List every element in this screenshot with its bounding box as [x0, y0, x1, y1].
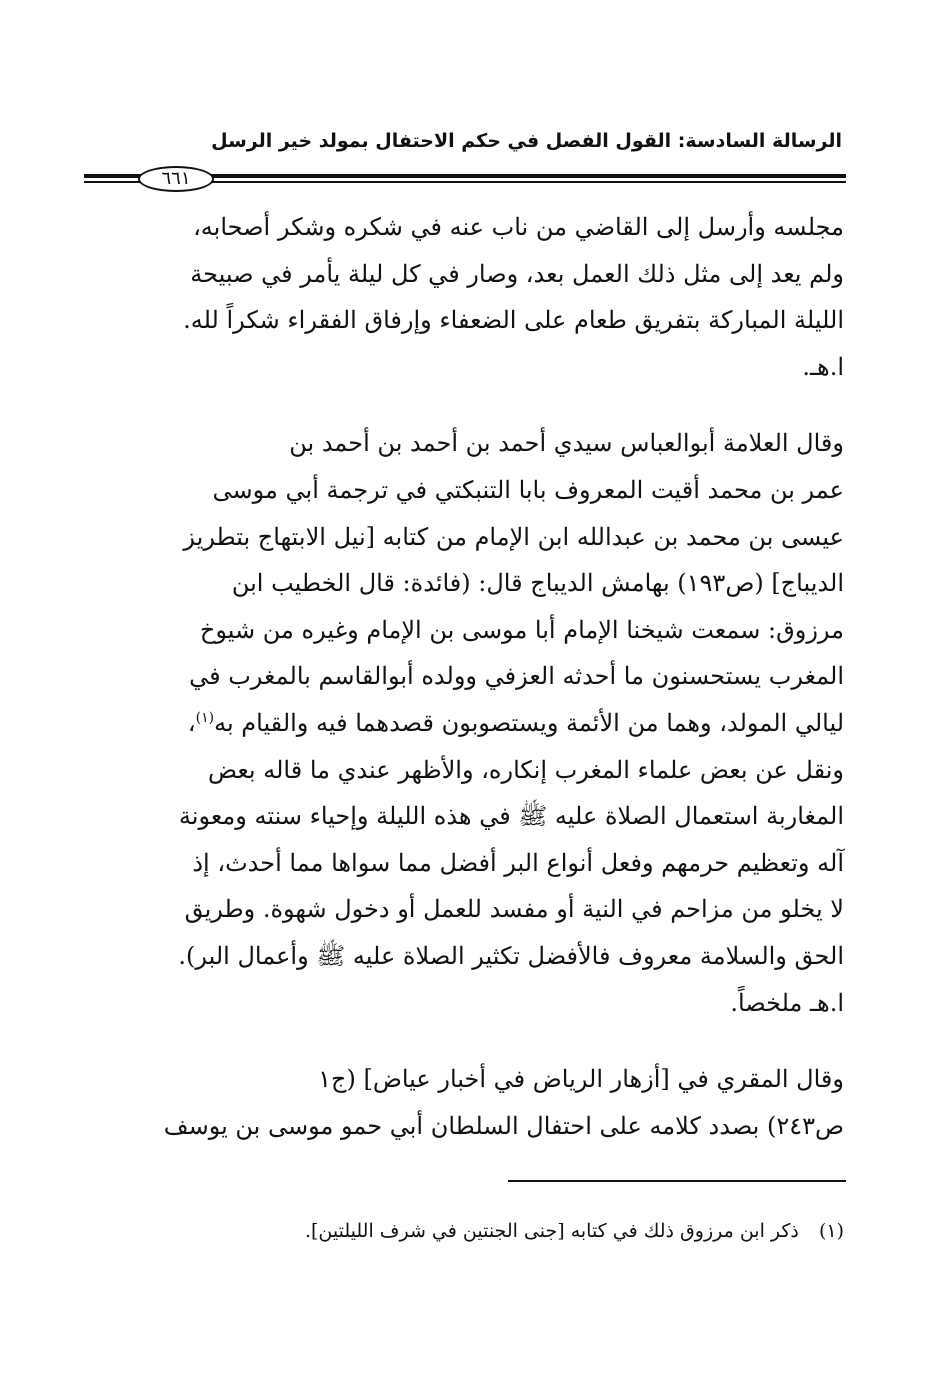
text-line: وقال العلامة أبوالعباس سيدي أحمد بن أحمد بن أحمد بن	[289, 429, 844, 458]
text-line: ص٢٤٣) بصدد كلامه على احتفال السلطان أبي حمو موسى بن يوسف	[163, 1111, 844, 1140]
footnote-marker: (١)	[818, 1220, 844, 1242]
footnote-separator	[508, 1180, 846, 1182]
body-text	[84, 204, 844, 1149]
text-line: مجلسه وأرسل إلى القاضي من ناب عنه في شكره وشكر أصحابه،	[193, 213, 844, 241]
footnote-reference[interactable]: (١)	[195, 709, 215, 726]
paragraph-gap	[84, 1026, 844, 1056]
page-number: ٦٦١	[138, 166, 214, 192]
text-line: المغاربة استعمال الصلاة عليه ﷺ في هذه الليلة وإحياء سنته ومعونة	[178, 802, 844, 831]
running-header: الرسالة السادسة: القول الفصل في حكم الاحتفال بمولد خير الرسل	[211, 130, 842, 152]
punctuation: ،	[187, 708, 196, 737]
text-line: ا.هـ ملخصاً.	[730, 988, 844, 1017]
text-line: المغرب يستحسنون ما أحدثه العزفي وولده أبوالقاسم بالمغرب في	[189, 662, 844, 691]
footnote	[84, 1216, 844, 1246]
text-line: لا يخلو من مزاحم في النية أو مفسد للعمل أو دخول شهوة. وطريق	[184, 895, 844, 924]
text-line: ا.هـ.	[802, 352, 844, 381]
text-line: مرزوق: سمعت شيخنا الإمام أبا موسى بن الإمام وغيره من شيوخ	[199, 615, 844, 644]
text-line: عمر بن محمد أقيت المعروف بابا التنبكتي في ترجمة أبي موسى	[212, 475, 844, 504]
text-line: عيسى بن محمد بن عبدالله ابن الإمام من كتابه [نيل الابتهاج بتطريز	[183, 522, 844, 551]
footnote-text: ذكر ابن مرزوق ذلك في كتابه [جنى الجنتين في شرف الليلتين].	[304, 1220, 799, 1242]
text-segment: ليالي المولد، وهما من الأئمة ويستصوبون قصدهما فيه والقيام به	[214, 708, 844, 737]
text-line: ونقل عن بعض علماء المغرب إنكاره، والأظهر عندي ما قاله بعض	[207, 755, 844, 784]
text-line: الحق والسلامة معروف فالأفضل تكثير الصلاة عليه ﷺ وأعمال البر).	[178, 941, 844, 970]
text-line: آله وتعظيم حرمهم وفعل أنواع البر أفضل مما سواها مما أحدث، إذ	[192, 848, 844, 877]
text-line: ولم يعد إلى مثل ذلك العمل بعد، وصار في كل ليلة يأمر في صبيحة	[190, 259, 844, 288]
text-line: الديباج] (ص١٩٣) بهامش الديباج قال: (فائدة: قال الخطيب ابن	[231, 569, 844, 598]
header-rule	[84, 168, 846, 190]
text-line: الليلة المباركة بتفريق طعام على الضعفاء وإرفاق الفقراء شكراً لله.	[183, 306, 844, 335]
text-line-with-footnote	[84, 700, 844, 747]
text-line: وقال المقري في [أزهار الرياض في أخبار عياض] (ج١	[318, 1065, 844, 1094]
paragraph-gap	[84, 390, 844, 420]
